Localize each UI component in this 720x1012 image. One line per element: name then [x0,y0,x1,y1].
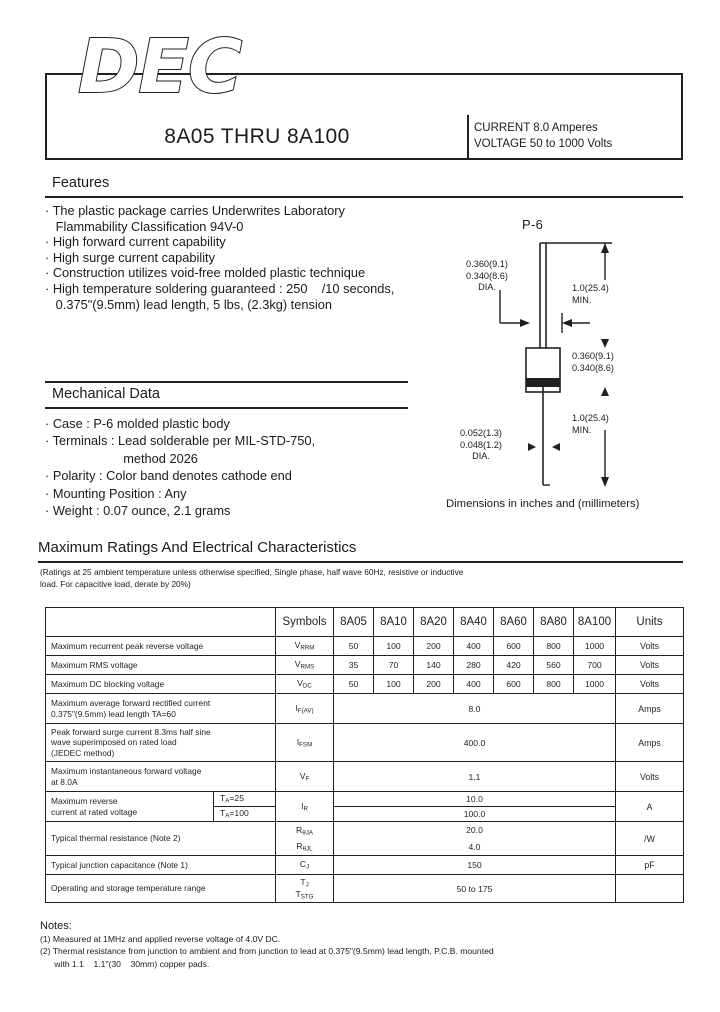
mechanical-rule-top [45,381,408,383]
cell-unit: Volts [616,656,684,675]
cell-value: 560 [534,656,574,675]
list-item: · Terminals : Lead solderable per MIL-STD-750, [45,433,316,449]
body-length-label [572,351,652,374]
ratings-note-line1: (Ratings at 25 ambient temperature unless otherwise specified, Single phase, half wave 60Hz, resistive or inductive [40,567,464,577]
table-row [46,822,684,839]
lead-top-line1: 1.0(25.4) [572,283,609,293]
row-desc-line2: at 8.0A [51,776,78,787]
cell-value: 1000 [574,675,616,694]
list-item: Flammability Classification 94V-0 [45,218,244,234]
lead-bot-line2: MIN. [572,424,592,435]
row-symbol: $I_R$ [276,792,334,822]
cell-unit: Volts [616,637,684,656]
cell-value: 50 [334,637,374,656]
note-line: (1) Measured at 1MHz and applied reverse voltage of 4.0V DC. [40,934,281,945]
row-symbol: $V_{DC}$ [276,675,334,694]
cell-value-span: 10.0 [334,792,616,807]
table-header-row [46,608,684,637]
cell-unit: Amps [616,694,684,724]
table-row [46,637,684,656]
lead-dia-label [442,428,520,463]
header-part-8a20: 8A20 [414,608,454,637]
row-desc: Maximum recurrent peak reverse voltage [46,637,276,656]
header-blank [46,608,276,637]
header-current-line: CURRENT 8.0 Amperes [474,122,598,134]
cell-unit: pF [616,856,684,875]
cell-value-span: 50 to 175 [334,875,616,903]
symbol-tstg: $T_{STG}$ [295,888,314,900]
list-item: · Weight : 0.07 ounce, 2.1 grams [45,503,231,519]
features-list [45,203,445,312]
row-desc: Typical junction capacitance (Note 1) [46,856,276,875]
notes-section [40,920,700,970]
cell-value: 400 [454,675,494,694]
lead-bot-line1: 1.0(25.4) [572,413,609,423]
cell-value: 800 [534,675,574,694]
header-part-8a40: 8A40 [454,608,494,637]
table-row [46,856,684,875]
header-symbols: Symbols [276,608,334,637]
dimensions-caption: Dimensions in inches and (millimeters) [446,498,640,510]
body-dia-label [448,259,526,294]
row-desc-line1: Peak forward surge current 8.3ms half sine [51,726,211,737]
row-desc [46,792,214,822]
list-item: · Case : P-6 molded plastic body [45,416,230,431]
header-voltage-line: VOLTAGE 50 to 1000 Volts [474,138,613,150]
row-desc: Typical thermal resistance (Note 2) [46,822,276,856]
list-item: method 2026 [45,450,198,466]
cell-value-span: 400.0 [334,724,616,762]
lead-dia-line1: 0.052(1.3) [460,428,502,438]
table-row [46,656,684,675]
row-desc-line2: wave superimposed on rated load [51,737,177,748]
ratings-rule [38,561,683,563]
list-item: · High temperature soldering guaranteed : 250 /10 seconds, [45,280,395,296]
header-part-8a80: 8A80 [534,608,574,637]
package-drawing [440,215,690,515]
cell-value: 140 [414,656,454,675]
lead-bottom-min-label [572,413,652,436]
row-desc: Maximum DC blocking voltage [46,675,276,694]
row-desc-line3: (JEDEC method) [51,747,115,758]
row-symbol-rthja: $R_{\theta JA}$ [276,822,334,839]
cell-value: 400 [454,637,494,656]
row-desc-line1: Maximum average forward rectified current [51,697,211,708]
lead-dia-line3: DIA. [472,451,490,462]
cell-value: 100 [374,637,414,656]
ratings-table [45,607,684,903]
features-rule [45,196,683,198]
ratings-note-line2: load. For capacitive load, derate by 20%) [40,578,191,589]
header-part-8a100: 8A100 [574,608,616,637]
body-dia-line2: 0.340(8.6) [466,270,508,281]
list-item: 0.375"(9.5mm) lead length, 5 lbs, (2.3kg) tension [45,296,332,312]
body-dia-line1: 0.360(9.1) [466,259,508,269]
cell-value-span: 100.0 [334,807,616,822]
cell-unit: Amps [616,724,684,762]
note-line: (2) Thermal resistance from junction to ambient and from junction to lead at 0.375"(9.5mm) lead length, P.C.B. mounted [40,946,494,957]
cell-value: 600 [494,637,534,656]
lead-dia-line2: 0.048(1.2) [460,439,502,450]
row-desc [46,724,276,762]
row-symbol-rthjl: $R_{\theta JL}$ [276,839,334,856]
cell-value: 700 [574,656,616,675]
list-item: · Polarity : Color band denotes cathode end [45,468,292,484]
row-symbol: $C_J$ [276,856,334,875]
part-range-title: 8A05 THRU 8A100 [164,124,350,148]
row-desc-line1: Maximum instantaneous forward voltage [51,765,202,776]
cell-value: 200 [414,675,454,694]
cell-unit [616,875,684,903]
row-desc: Operating and storage temperature range [46,875,276,903]
header-part-8a10: 8A10 [374,608,414,637]
row-symbol: $V_F$ [276,762,334,792]
symbol-tj: $T_J$ [300,877,309,889]
header-part-8a05: 8A05 [334,608,374,637]
row-symbol: $I_{FSM}$ [276,724,334,762]
condition-ta-100: $T_A=100$ [214,807,276,822]
cell-unit: Volts [616,762,684,792]
header-part-8a60: 8A60 [494,608,534,637]
condition-ta-25: $T_A=25$ [214,792,276,807]
mechanical-rule [45,407,408,409]
cell-value-span: 8.0 [334,694,616,724]
header-units: Units [616,608,684,637]
row-desc-line2: 0.375"(9.5mm) lead length TA=60 [51,708,176,719]
package-name-label: P-6 [522,217,544,232]
mechanical-heading: Mechanical Data [52,386,160,402]
table-row [46,792,684,807]
notes-title: Notes: [40,920,72,932]
row-desc-line2: current at rated voltage [51,806,138,817]
row-desc [46,694,276,724]
body-len-line2: 0.340(8.6) [572,362,614,373]
table-row [46,694,684,724]
list-item: · The plastic package carries Underwrites Laboratory [45,203,345,218]
ratings-conditions-note [40,567,640,590]
row-desc-line1: Maximum reverse [51,795,118,806]
list-item: · Mounting Position : Any [45,485,187,501]
cell-value-span: 20.0 [334,822,616,839]
note-line: with 1.1 1.1"(30 30mm) copper pads. [40,958,210,969]
company-logo: DEC [78,24,242,110]
cell-value: 35 [334,656,374,675]
mechanical-list [45,415,445,519]
cell-value: 1000 [574,637,616,656]
table-row [46,724,684,762]
cell-value: 800 [534,637,574,656]
list-item: · High surge current capability [45,249,215,265]
ratings-heading: Maximum Ratings And Electrical Characteristics [38,539,357,556]
cell-unit: /W [616,822,684,856]
row-desc: Maximum RMS voltage [46,656,276,675]
list-item: · Construction utilizes void-free molded plastic technique [45,265,366,281]
cell-value: 600 [494,675,534,694]
body-len-line1: 0.360(9.1) [572,351,614,361]
body-dia-line3: DIA. [478,282,496,293]
cell-value-span: 4.0 [334,839,616,856]
row-symbol: $V_{RMS}$ [276,656,334,675]
features-heading: Features [52,175,110,191]
cell-unit: Volts [616,675,684,694]
lead-top-line2: MIN. [572,294,592,305]
table-row [46,762,684,792]
cell-value: 200 [414,637,454,656]
list-item: · High forward current capability [45,234,226,250]
table-row [46,675,684,694]
cell-value: 70 [374,656,414,675]
lead-top-min-label [572,283,652,306]
cell-value: 420 [494,656,534,675]
header-info-row [47,115,681,158]
header-current-voltage [474,120,612,152]
cell-value: 280 [454,656,494,675]
cell-value-span: 1.1 [334,762,616,792]
row-symbol: $I_{F(AV)}$ [276,694,334,724]
row-desc [46,762,276,792]
header-divider [467,115,469,158]
table-row [46,875,684,903]
row-symbol [276,875,334,903]
cell-value: 50 [334,675,374,694]
row-symbol: $V_{RRM}$ [276,637,334,656]
cell-value: 100 [374,675,414,694]
cell-unit: A [616,792,684,822]
cell-value-span: 150 [334,856,616,875]
